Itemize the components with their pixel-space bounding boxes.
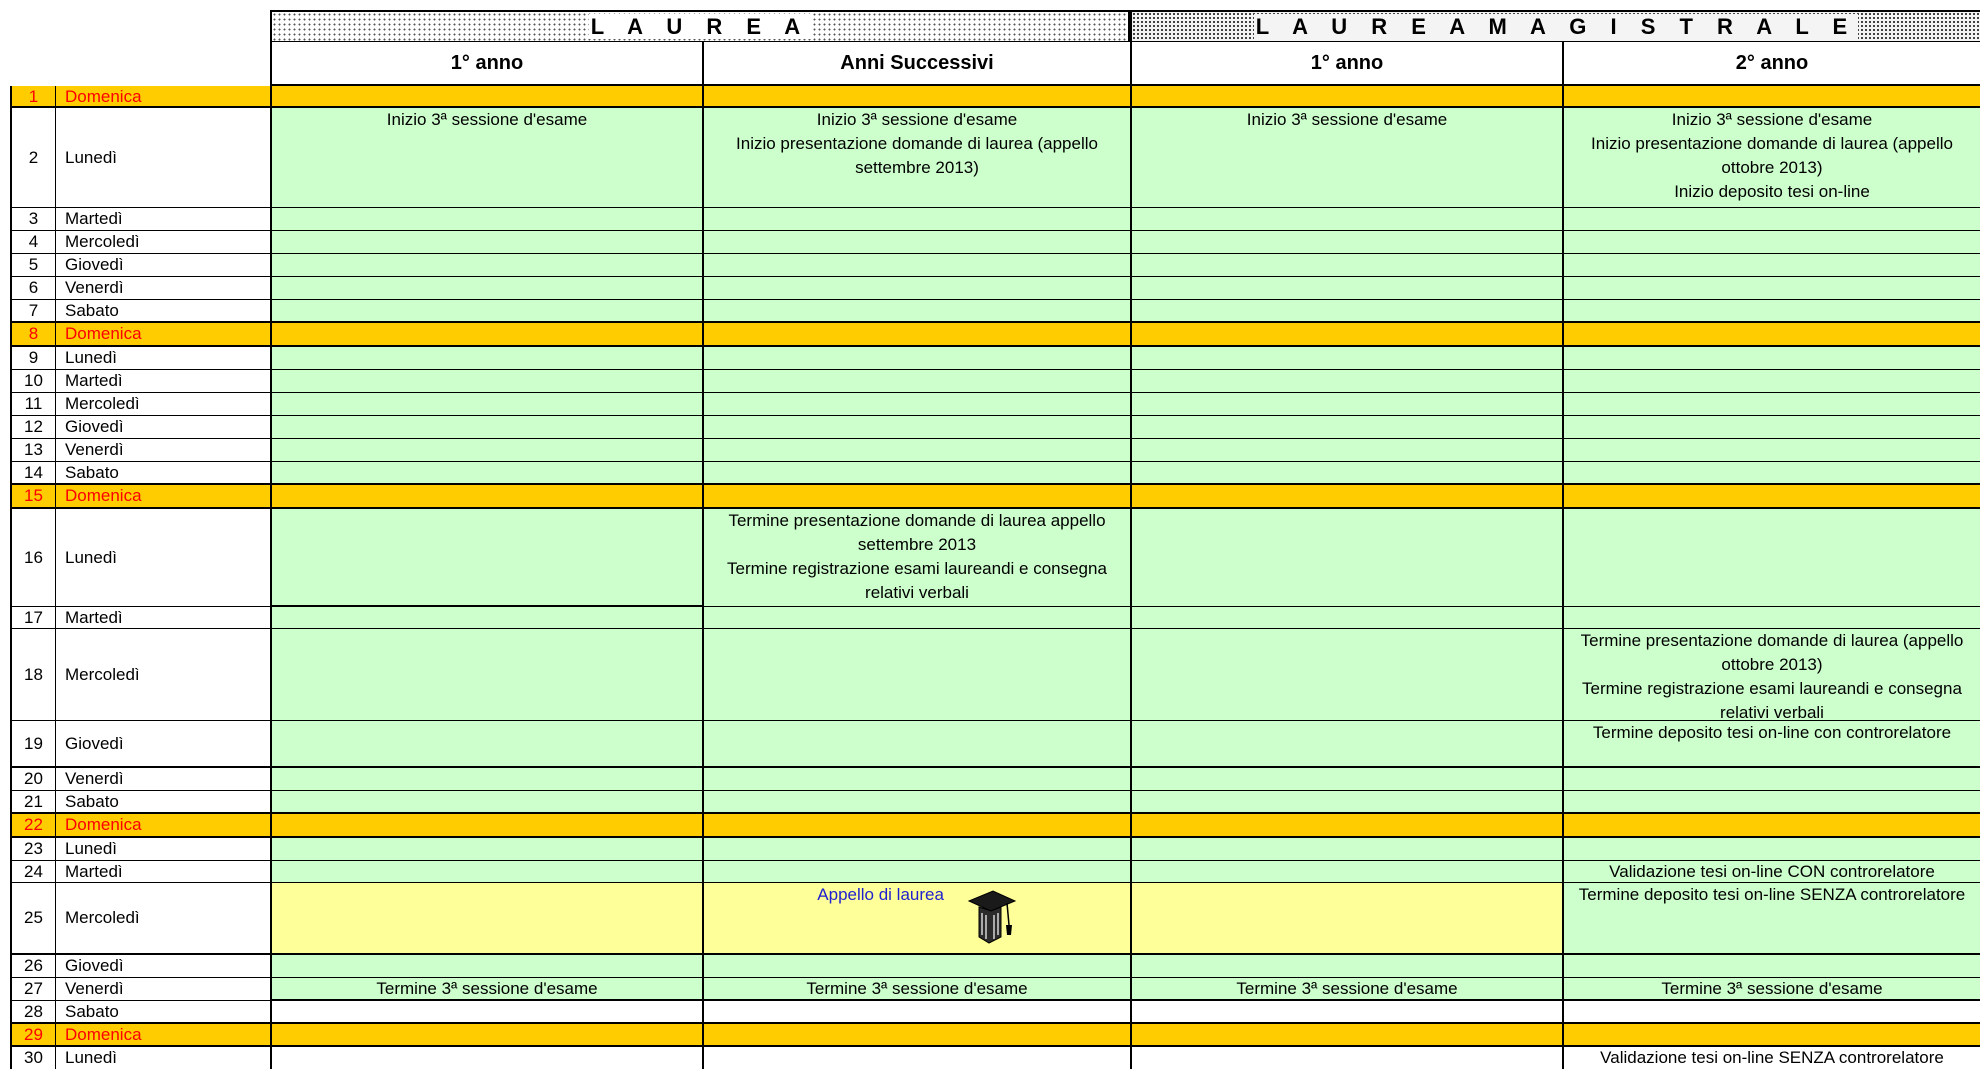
day-cell <box>702 1047 1130 1069</box>
event-cell <box>702 509 1130 607</box>
day-cell <box>1562 838 1980 861</box>
day-number: 13 <box>10 439 55 462</box>
event-cell <box>270 978 702 1001</box>
event-cell <box>1130 108 1562 208</box>
day-number: 18 <box>10 629 55 721</box>
day-cell <box>1130 300 1562 323</box>
day-row <box>0 300 1980 323</box>
day-name: Giovedì <box>55 955 270 978</box>
day-number: 30 <box>10 1047 55 1069</box>
day-cell <box>270 768 702 791</box>
day-cell <box>702 1024 1130 1047</box>
day-name: Giovedì <box>55 254 270 277</box>
day-cell <box>1562 323 1980 347</box>
day-cell <box>702 861 1130 883</box>
event-text: Termine 3ª sessione d'esame <box>1236 979 1458 998</box>
col-header-laurea-1-anno: 1° anno <box>270 42 702 86</box>
day-name: Lunedì <box>55 509 270 607</box>
day-name: Domenica <box>55 485 270 509</box>
day-cell <box>702 393 1130 416</box>
day-row <box>0 462 1980 485</box>
day-cell <box>270 955 702 978</box>
col-header-laurea-anni-successivi: Anni Successivi <box>702 42 1130 86</box>
day-number: 15 <box>10 485 55 509</box>
day-row <box>0 978 1980 1001</box>
day-cell <box>1562 254 1980 277</box>
day-cell <box>1562 231 1980 254</box>
day-cell <box>1130 439 1562 462</box>
day-name: Lunedì <box>55 1047 270 1069</box>
day-cell <box>270 86 702 108</box>
day-cell <box>270 439 702 462</box>
day-cell <box>1130 814 1562 838</box>
day-cell <box>1562 208 1980 231</box>
day-cell <box>270 1024 702 1047</box>
day-cell <box>1130 629 1562 721</box>
day-name: Mercoledì <box>55 629 270 721</box>
day-cell <box>270 323 702 347</box>
event-cell <box>1130 978 1562 1001</box>
day-row <box>0 370 1980 393</box>
day-row <box>0 509 1980 607</box>
day-row <box>0 883 1980 955</box>
graduation-cap-icon <box>967 885 1017 952</box>
day-number: 7 <box>10 300 55 323</box>
day-cell <box>1562 1024 1980 1047</box>
day-name: Lunedì <box>55 838 270 861</box>
day-cell <box>1562 393 1980 416</box>
group-laurea-magistrale: L A U R E A M A G I S T R A L E <box>1130 10 1980 42</box>
col-header-magistrale-2-anno: 2° anno <box>1562 42 1980 86</box>
event-text: Termine deposito tesi on-line SENZA controrelatore <box>1578 885 1966 904</box>
day-number: 3 <box>10 208 55 231</box>
day-cell <box>702 208 1130 231</box>
day-row <box>0 768 1980 791</box>
day-cell <box>270 1047 702 1069</box>
day-number: 8 <box>10 323 55 347</box>
day-number: 1 <box>10 86 55 108</box>
day-row <box>0 1001 1980 1024</box>
day-cell <box>270 629 702 721</box>
day-cell <box>1130 768 1562 791</box>
day-name: Domenica <box>55 1024 270 1047</box>
day-cell <box>702 955 1130 978</box>
day-name: Sabato <box>55 791 270 814</box>
event-cell <box>1562 861 1980 883</box>
day-cell <box>702 1001 1130 1024</box>
day-number: 29 <box>10 1024 55 1047</box>
day-cell <box>1130 370 1562 393</box>
day-cell <box>1130 86 1562 108</box>
day-name: Lunedì <box>55 108 270 208</box>
day-row <box>0 231 1980 254</box>
day-cell <box>270 231 702 254</box>
day-row <box>0 1047 1980 1069</box>
day-row <box>0 108 1980 208</box>
day-number: 28 <box>10 1001 55 1024</box>
event-text: Termine registrazione esami laureandi e consegna relativi verbali <box>727 559 1107 602</box>
day-number: 11 <box>10 393 55 416</box>
event-text: Termine 3ª sessione d'esame <box>376 979 598 998</box>
day-cell <box>270 462 702 485</box>
day-number: 24 <box>10 861 55 883</box>
event-text: Termine registrazione esami laureandi e consegna relativi verbali <box>1582 679 1962 721</box>
day-cell <box>702 231 1130 254</box>
day-cell <box>270 393 702 416</box>
day-row <box>0 1024 1980 1047</box>
day-cell <box>270 814 702 838</box>
day-cell <box>1562 439 1980 462</box>
column-header-row <box>0 42 1980 86</box>
event-text: Termine presentazione domande di laurea appello settembre 2013 <box>728 511 1106 554</box>
event-text: Inizio presentazione domande di laurea (appello settembre 2013) <box>736 134 1098 177</box>
day-number: 6 <box>10 277 55 300</box>
day-row <box>0 393 1980 416</box>
day-row <box>0 485 1980 509</box>
day-cell <box>702 323 1130 347</box>
day-row <box>0 838 1980 861</box>
day-number: 9 <box>10 347 55 370</box>
day-number: 22 <box>10 814 55 838</box>
day-cell <box>1130 955 1562 978</box>
day-name: Mercoledì <box>55 231 270 254</box>
day-cell <box>1130 462 1562 485</box>
day-cell <box>702 791 1130 814</box>
day-cell <box>270 509 702 607</box>
day-name: Martedì <box>55 861 270 883</box>
event-text: Inizio 3ª sessione d'esame <box>1246 110 1448 129</box>
day-name: Domenica <box>55 86 270 108</box>
event-text: Inizio 3ª sessione d'esame <box>1671 110 1873 129</box>
day-cell <box>1562 86 1980 108</box>
day-cell <box>1130 1024 1562 1047</box>
day-number: 21 <box>10 791 55 814</box>
day-row <box>0 629 1980 721</box>
day-cell <box>270 370 702 393</box>
day-cell <box>1130 323 1562 347</box>
day-name: Giovedì <box>55 721 270 768</box>
event-cell <box>702 883 1130 955</box>
day-row <box>0 607 1980 629</box>
event-text: Validazione tesi on-line SENZA controrelatore <box>1600 1048 1944 1067</box>
day-name: Martedì <box>55 607 270 629</box>
day-cell <box>1130 861 1562 883</box>
day-cell <box>270 347 702 370</box>
group-laurea: L A U R E A <box>270 10 1130 42</box>
day-number: 23 <box>10 838 55 861</box>
day-cell <box>702 485 1130 509</box>
day-cell <box>702 300 1130 323</box>
day-cell <box>1130 509 1562 607</box>
day-name: Mercoledì <box>55 393 270 416</box>
day-cell <box>1130 254 1562 277</box>
event-cell <box>1562 978 1980 1001</box>
day-cell <box>1562 277 1980 300</box>
day-number: 10 <box>10 370 55 393</box>
day-cell <box>270 416 702 439</box>
day-name: Venerdì <box>55 277 270 300</box>
day-cell <box>1562 814 1980 838</box>
day-number: 27 <box>10 978 55 1001</box>
day-number: 2 <box>10 108 55 208</box>
day-cell <box>702 838 1130 861</box>
day-cell <box>1130 347 1562 370</box>
day-cell <box>702 254 1130 277</box>
event-cell <box>1562 1047 1980 1069</box>
day-cell <box>1130 1047 1562 1069</box>
day-name: Venerdì <box>55 768 270 791</box>
day-cell <box>702 768 1130 791</box>
day-number: 14 <box>10 462 55 485</box>
day-cell <box>270 721 702 768</box>
day-name: Lunedì <box>55 347 270 370</box>
event-text: Termine deposito tesi on-line con controrelatore <box>1592 723 1952 742</box>
day-cell <box>1562 1001 1980 1024</box>
day-number: 20 <box>10 768 55 791</box>
day-number: 4 <box>10 231 55 254</box>
event-text: Termine presentazione domande di laurea (appello ottobre 2013) <box>1580 631 1964 674</box>
day-row <box>0 861 1980 883</box>
event-cell <box>1562 108 1980 208</box>
day-row <box>0 955 1980 978</box>
day-name: Venerdì <box>55 978 270 1001</box>
day-number: 16 <box>10 509 55 607</box>
day-name: Venerdì <box>55 439 270 462</box>
event-text: Inizio deposito tesi on-line <box>1674 182 1870 201</box>
day-cell <box>702 814 1130 838</box>
day-row <box>0 277 1980 300</box>
day-number: 26 <box>10 955 55 978</box>
day-number: 5 <box>10 254 55 277</box>
event-cell <box>702 108 1130 208</box>
day-cell <box>270 485 702 509</box>
day-cell <box>270 300 702 323</box>
day-cell <box>702 347 1130 370</box>
day-row <box>0 721 1980 768</box>
event-text: Inizio 3ª sessione d'esame <box>816 110 1018 129</box>
event-text: Inizio presentazione domande di laurea (appello ottobre 2013) <box>1591 134 1953 177</box>
day-cell <box>1130 231 1562 254</box>
day-name: Sabato <box>55 462 270 485</box>
day-row <box>0 347 1980 370</box>
day-cell <box>702 277 1130 300</box>
day-row <box>0 416 1980 439</box>
day-cell <box>1562 347 1980 370</box>
day-name: Mercoledì <box>55 883 270 955</box>
day-row <box>0 323 1980 347</box>
day-number: 25 <box>10 883 55 955</box>
day-cell <box>1562 370 1980 393</box>
day-cell <box>270 861 702 883</box>
day-cell <box>702 439 1130 462</box>
day-cell <box>270 277 702 300</box>
day-cell <box>1562 462 1980 485</box>
event-text-appello: Appello di laurea <box>817 885 944 904</box>
event-text: Termine 3ª sessione d'esame <box>1661 979 1883 998</box>
event-text: Termine 3ª sessione d'esame <box>806 979 1028 998</box>
day-name: Martedì <box>55 370 270 393</box>
day-number: 17 <box>10 607 55 629</box>
group-header-row <box>0 10 1980 42</box>
day-cell <box>270 1001 702 1024</box>
day-row <box>0 791 1980 814</box>
event-cell <box>1562 883 1980 955</box>
event-cell <box>1562 721 1980 768</box>
day-cell <box>702 607 1130 629</box>
day-cell <box>270 838 702 861</box>
day-row <box>0 254 1980 277</box>
day-name: Giovedì <box>55 416 270 439</box>
day-cell <box>1562 955 1980 978</box>
day-cell <box>1130 208 1562 231</box>
day-row <box>0 814 1980 838</box>
day-cell <box>702 416 1130 439</box>
col-header-magistrale-1-anno: 1° anno <box>1130 42 1562 86</box>
day-cell <box>270 254 702 277</box>
day-name: Sabato <box>55 300 270 323</box>
day-cell <box>702 629 1130 721</box>
day-cell <box>1130 721 1562 768</box>
day-cell <box>702 462 1130 485</box>
day-row <box>0 439 1980 462</box>
day-name: Sabato <box>55 1001 270 1024</box>
event-cell <box>1562 629 1980 721</box>
day-cell <box>1130 838 1562 861</box>
day-row <box>0 86 1980 108</box>
day-cell <box>1130 1001 1562 1024</box>
day-cell <box>1562 509 1980 607</box>
day-cell <box>1562 416 1980 439</box>
day-name: Martedì <box>55 208 270 231</box>
event-text: Validazione tesi on-line CON controrelatore <box>1609 862 1935 881</box>
day-cell <box>1562 300 1980 323</box>
day-number: 12 <box>10 416 55 439</box>
day-cell <box>1130 393 1562 416</box>
day-cell <box>702 370 1130 393</box>
sheet-title-strip <box>0 0 1980 10</box>
day-cell <box>1130 485 1562 509</box>
day-cell <box>1130 883 1562 955</box>
day-name: Domenica <box>55 814 270 838</box>
event-cell <box>270 108 702 208</box>
day-cell <box>270 208 702 231</box>
day-cell <box>270 883 702 955</box>
day-cell <box>1562 768 1980 791</box>
day-cell <box>270 791 702 814</box>
day-cell <box>702 721 1130 768</box>
event-text: Inizio 3ª sessione d'esame <box>386 110 588 129</box>
day-row <box>0 208 1980 231</box>
day-cell <box>1130 277 1562 300</box>
day-cell <box>1130 607 1562 629</box>
event-cell <box>702 978 1130 1001</box>
day-cell <box>1130 791 1562 814</box>
day-cell <box>1562 485 1980 509</box>
day-cell <box>1130 416 1562 439</box>
day-cell <box>270 607 702 629</box>
day-cell <box>702 86 1130 108</box>
day-cell <box>1562 791 1980 814</box>
day-name: Domenica <box>55 323 270 347</box>
day-cell <box>1562 607 1980 629</box>
day-number: 19 <box>10 721 55 768</box>
